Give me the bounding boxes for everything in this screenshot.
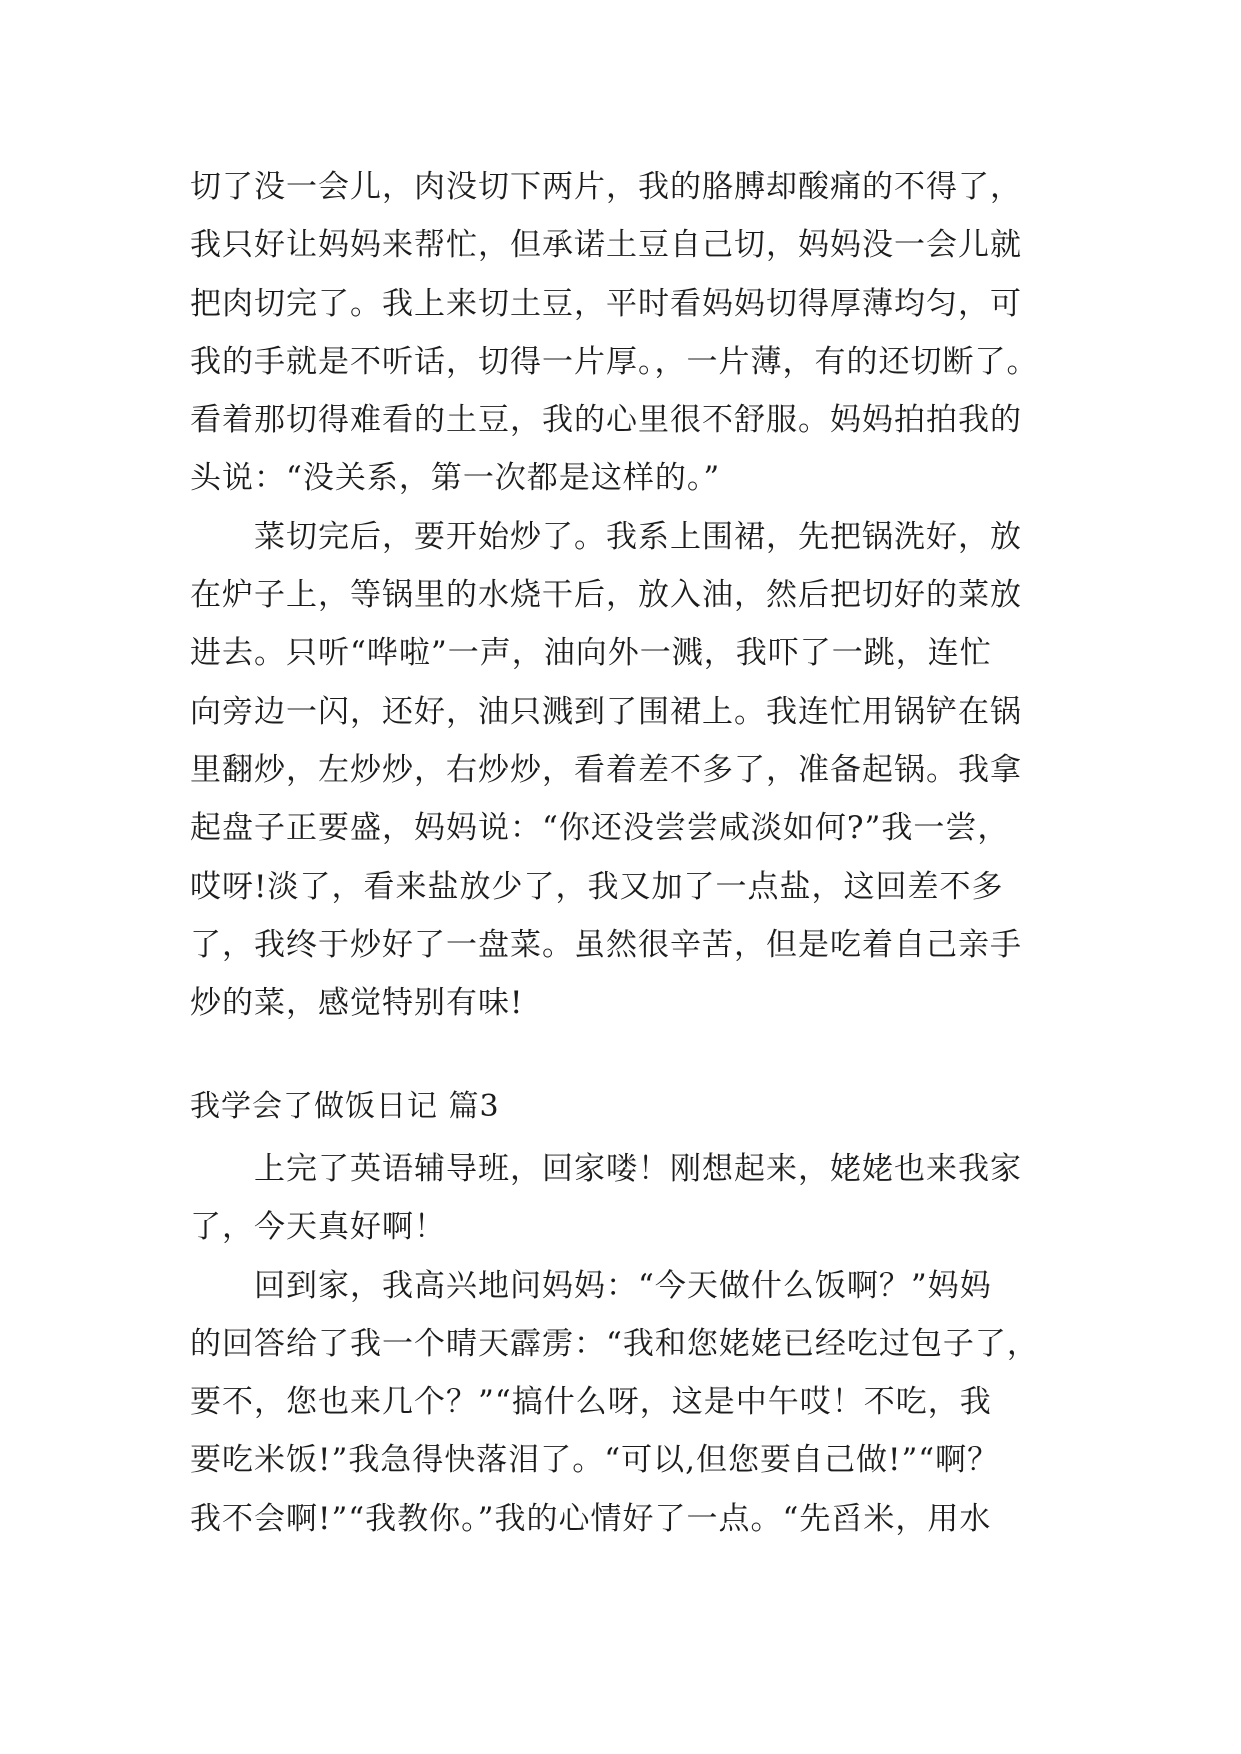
paragraph-line: 回到家，我高兴地问妈妈：“今天做什么饭啊？”妈妈 xyxy=(190,1267,992,1304)
paragraph-line: 在炉子上，等锅里的水烧干后，放入油，然后把切好的菜放 xyxy=(190,577,1022,614)
paragraph-line: 上完了英语辅导班，回家喽！刚想起来，姥姥也来我家 xyxy=(190,1151,1022,1187)
paragraph-line: 向旁边一闪，还好，油只溅到了围裙上。我连忙用锅铲在锅 xyxy=(190,693,1022,730)
paragraph-line: 要吃米饭!”我急得快落泪了。“可以,但您要自己做!”“啊？ xyxy=(190,1442,1000,1479)
paragraph-line: 进去。只听“哗啦”一声，油向外一溅，我吓了一跳，连忙 xyxy=(190,635,992,672)
diary-section-continued xyxy=(190,158,1070,1032)
paragraph-line: 看着那切得难看的土豆，我的心里很不舒服。妈妈拍拍我的 xyxy=(190,402,1022,439)
paragraph-line: 哎呀!淡了，看来盐放少了，我又加了一点盐，这回差不多 xyxy=(190,868,1004,905)
paragraph-line: 菜切完后，要开始炒了。我系上围裙，先把锅洗好，放 xyxy=(190,518,1022,555)
paragraph-line: 炒的菜，感觉特别有味! xyxy=(190,985,524,1022)
diary-section-3 xyxy=(190,1140,1070,1548)
paragraph-line: 起盘子正要盛，妈妈说：“你还没尝尝咸淡如何?”我一尝， xyxy=(190,810,1010,847)
paragraph-line: 我的手就是不听话，切得一片厚。，一片薄，有的还切断了。 xyxy=(190,343,1039,380)
paragraph-line: 把肉切完了。我上来切土豆，平时看妈妈切得厚薄均匀，可 xyxy=(190,285,1022,322)
paragraph-line: 的回答给了我一个晴天霹雳：“我和您姥姥已经吃过包子了， xyxy=(190,1325,1039,1362)
paragraph-line: 我只好让妈妈来帮忙，但承诺土豆自己切，妈妈没一会儿就 xyxy=(190,227,1022,264)
paragraph-line: 我不会啊!”“我教你。”我的心情好了一点。“先舀米，用水 xyxy=(190,1500,992,1537)
paragraph-line: 里翻炒，左炒炒，右炒炒，看着差不多了，准备起锅。我拿 xyxy=(190,751,1022,788)
section-heading: 我学会了做饭日记 篇3 xyxy=(190,1089,500,1124)
paragraph-line: 切了没一会儿，肉没切下两片，我的胳膊却酸痛的不得了， xyxy=(190,169,1022,205)
paragraph-line: 要不，您也来几个？”“搞什么呀，这是中午哎！不吃，我 xyxy=(190,1384,992,1421)
paragraph-line: 了，今天真好啊！ xyxy=(190,1209,446,1246)
paragraph-line: 头说：“没关系，第一次都是这样的。” xyxy=(190,460,721,497)
paragraph-line: 了，我终于炒好了一盘菜。虽然很辛苦，但是吃着自己亲手 xyxy=(190,926,1022,963)
